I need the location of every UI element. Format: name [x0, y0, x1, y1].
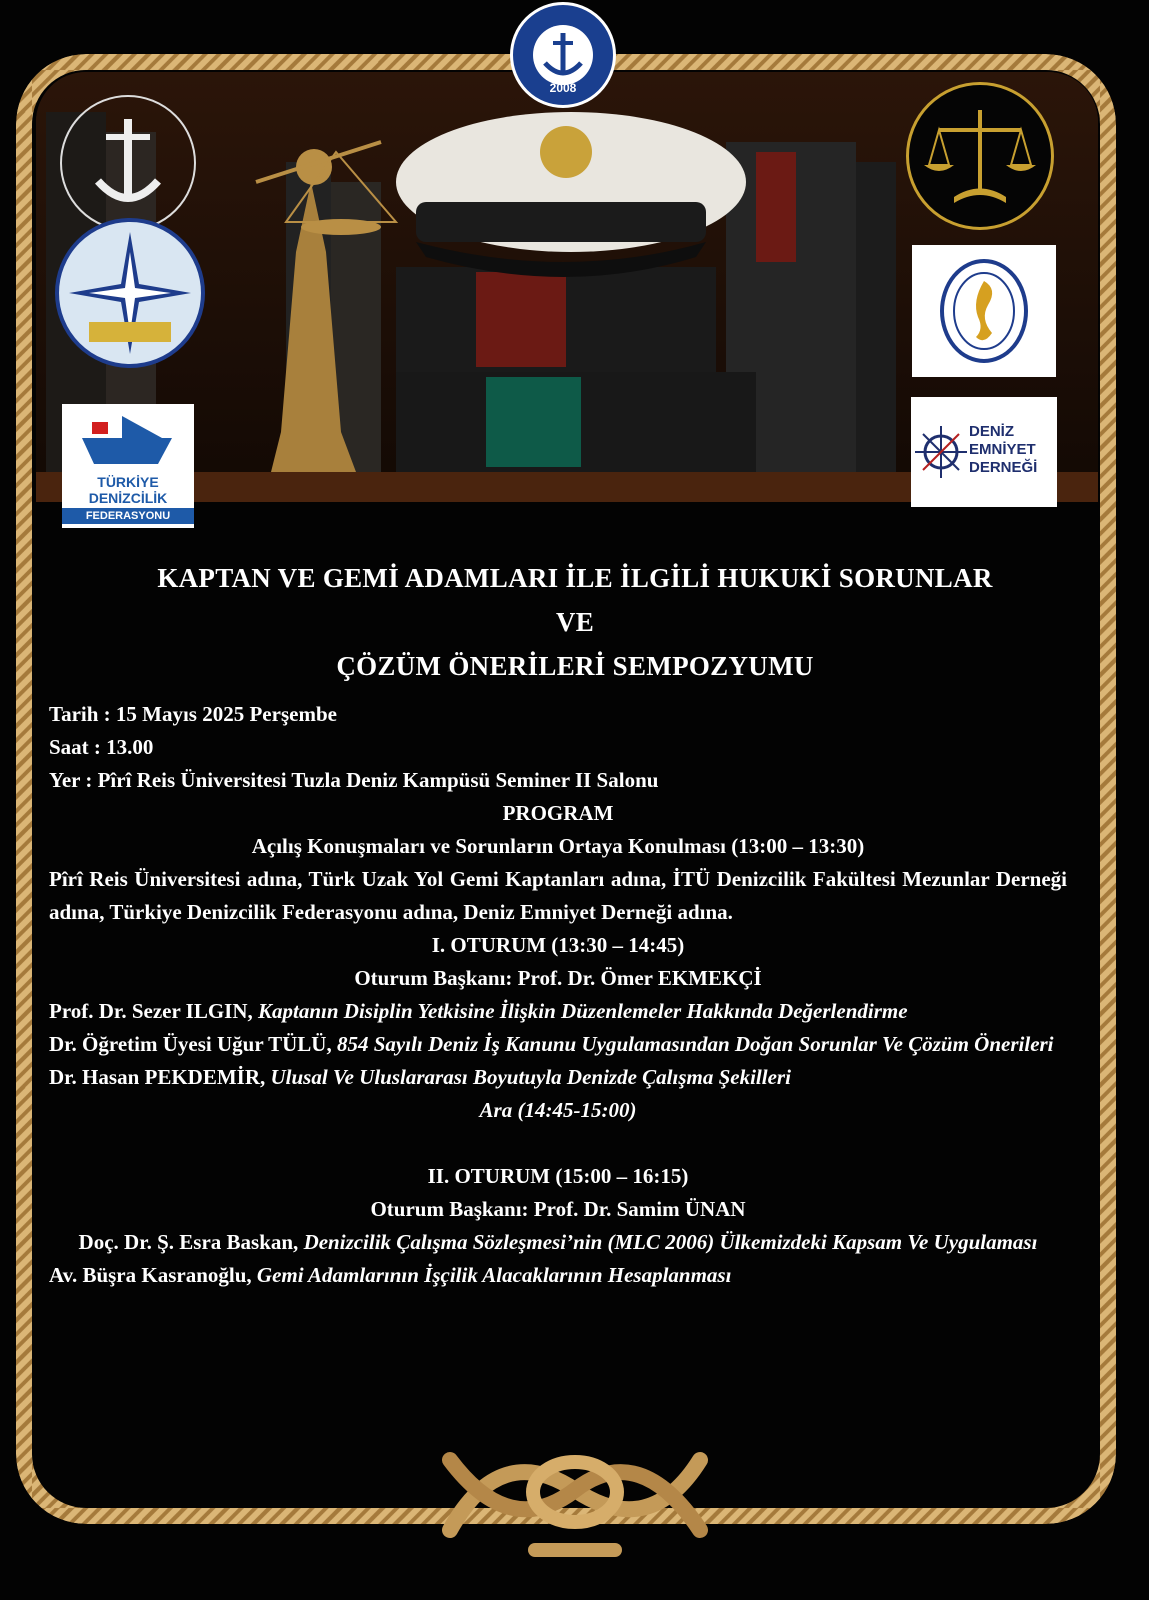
talk-topic: Kaptanın Disiplin Yetkisine İlişkin Düzenlemeler Hakkında Değerlendirme	[258, 999, 908, 1023]
session1-talk-2	[49, 1028, 1067, 1061]
title-line-1: KAPTAN VE GEMİ ADAMLARI İLE İLGİLİ HUKUKİ SORUNLAR	[157, 563, 993, 593]
event-place: Yer : Pîrî Reis Üniversitesi Tuzla Deniz Kampüsü Seminer II Salonu	[49, 768, 659, 792]
talk-topic: Gemi Adamlarının İşçilik Alacaklarının Hesaplanması	[256, 1263, 732, 1287]
talk-speaker: Doç. Dr. Ş. Esra Baskan,	[78, 1230, 299, 1254]
event-date: Tarih : 15 Mayıs 2025 Perşembe	[49, 702, 337, 726]
maritime-law-center-logo	[60, 95, 196, 231]
talk-speaker: Prof. Dr. Sezer ILGIN,	[49, 999, 253, 1023]
session2-title: II. OTURUM (15:00 – 16:15)	[427, 1164, 689, 1188]
break-time: Ara (14:45-15:00)	[479, 1098, 637, 1122]
session1-chair: Oturum Başkanı: Prof. Dr. Ömer EKMEKÇİ	[354, 966, 762, 990]
turk-uzakyol-kaptanlari-logo	[55, 218, 205, 368]
rope-knot-icon	[440, 1420, 710, 1570]
ship-icon	[62, 408, 194, 472]
talk-topic: 854 Sayılı Deniz İş Kanunu Uygulamasından Doğan Sorunlar Ve Çözüm Önerileri	[336, 1032, 1054, 1056]
justice-association-logo	[906, 82, 1054, 230]
session2-chair: Oturum Başkanı: Prof. Dr. Samim ÜNAN	[370, 1197, 746, 1221]
dem-logo-line3: DERNEĞİ	[969, 459, 1038, 476]
dem-logo-text	[969, 423, 1037, 477]
dem-logo-line1: DENİZ	[969, 423, 1014, 440]
talk-speaker: Av. Büşra Kasranoğlu,	[49, 1263, 252, 1287]
session2-talk-1	[49, 1226, 1067, 1259]
session1-title: I. OTURUM (13:30 – 14:45)	[431, 933, 685, 957]
talk-topic: Ulusal Ve Uluslararası Boyutuyla Denizde Çalışma Şekilleri	[270, 1065, 791, 1089]
session1-talk-3	[49, 1061, 1067, 1094]
anchor-icon	[62, 97, 194, 229]
seahorse-icon	[912, 245, 1056, 377]
program-content	[49, 698, 1067, 1292]
spacer	[49, 1127, 1067, 1160]
turkiye-denizcilik-federasyonu-logo	[62, 404, 194, 528]
opening-session-title: Açılış Konuşmaları ve Sorunların Ortaya Konulması (13:00 – 13:30)	[251, 834, 865, 858]
deniz-emniyet-dernegi-logo	[911, 397, 1057, 507]
program-heading: PROGRAM	[502, 801, 614, 825]
talk-topic: Denizcilik Çalışma Sözleşmesi’nin (MLC 2006) Ülkemizdeki Kapsam Ve Uygulaması	[303, 1230, 1038, 1254]
piri-reis-university-logo	[510, 2, 616, 108]
session2-talk-2	[49, 1259, 1067, 1292]
tdf-logo-line1: TÜRKİYE	[97, 474, 159, 490]
event-time: Saat : 13.00	[49, 735, 154, 759]
session1-talk-1	[49, 995, 1067, 1028]
talk-speaker: Dr. Öğretim Üyesi Uğur TÜLÜ,	[49, 1032, 332, 1056]
ship-wheel-icon	[913, 397, 969, 507]
tdf-logo-line2: DENİZCİLİK	[88, 490, 168, 506]
tdf-logo-line3: FEDERASYONU	[62, 508, 194, 524]
itu-denizcilik-mezunlar-logo	[912, 245, 1056, 377]
piri-reis-year: 2008	[549, 81, 577, 95]
compass-rose-icon	[59, 222, 201, 364]
talk-speaker: Dr. Hasan PEKDEMİR,	[49, 1065, 266, 1089]
title-line-2: VE	[555, 607, 595, 637]
opening-speakers: Pîrî Reis Üniversitesi adına, Türk Uzak Yol Gemi Kaptanları adına, İTÜ Denizcilik Fakültesi Mezunlar Derneği adına, Türkiye Denizcilik Federasyonu adına, Deniz Emniyet Derneği adına.	[49, 867, 1067, 924]
symposium-title	[40, 556, 1110, 688]
title-line-3: ÇÖZÜM ÖNERİLERİ SEMPOZYUMU	[336, 651, 814, 681]
scale-of-justice-icon	[909, 85, 1051, 227]
dem-logo-line2: EMNİYET	[969, 441, 1036, 458]
